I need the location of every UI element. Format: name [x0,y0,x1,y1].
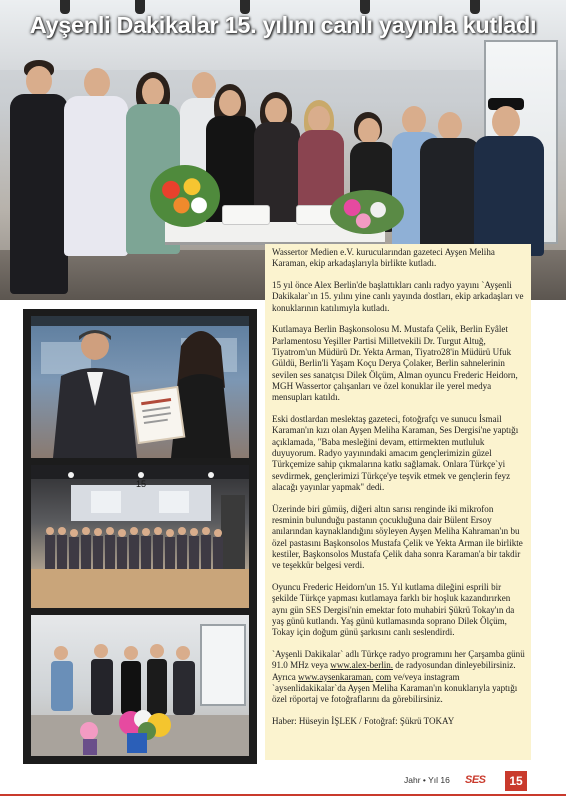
article-credit: Haber: Hüseyin İŞLEK / Fotoğraf: Şükrü TOKAY [272,715,455,726]
birthday-cake [222,205,270,225]
certificate-photo-scene [31,316,249,458]
flower-bouquet [330,190,404,234]
article-paragraph-links: `Ayşenli Dakikalar` adlı Türkçe radyo programını her Çarşamba günü 91.0 MHz veya www.alex-berlin. de radyosundan dinleyebilirsiniz. Ayrıca www.aysenkaraman. com ve/veya instagram `aysenlidakikalar`da Ayşen Meliha Karaman'ın konuklarıyla yaptığı özel röportaj ve fotoğraflarını da görebilirsiniz. [272,648,525,705]
photo-column [23,309,257,764]
page-number: 15 [505,771,527,791]
guests-photo-scene [31,615,249,756]
group-photo-scene [31,465,249,608]
article-paragraph: Kutlamaya Berlin Başkonsolosu M. Mustafa Çelik, Berlin Eyâlet Parlamentosu Yeşiller Partisi Milletvekili Dr. Turgut Altuğ, Tiyatrom'un Müdürü Dr. Yekta Arman, Tiyatro28'in Müdürü Ufuk Güldü, Berlin'li Yaşam Koçu Derya Çolaker, Berlin sahnelerinin sevilen ses sanatçısı Dilek Ölçüm, Alman oyuncu Frederic Heidorn, MGH Wassertor çalışanları ve özel konuklar ile yerel medya mensupları katıldı. [272,324,518,403]
headline: Ayşenli Dakikalar 15. yılını canlı yayınla kutladı [29,12,537,38]
article-paragraph: 15 yıl önce Alex Berlin'de başlattıkları canlı radyo yayını `Ayşenli Dakikalar`ın 15. yılını yine canlı yayında dostları, ekip arkadaşları ve konuklarının katılımıyla kutladı. [272,280,524,313]
article-paragraph: Wassertor Medien e.V. kurucularından gazeteci Ayşen Meliha Karaman, ekip arkadaşlarıyla birlikte kutladı. [272,247,495,269]
article-paragraph: Eski dostlardan meslektaş gazeteci, fotoğrafçı ve sunucu İsmail Karaman'ın kızı olan Ayşen Meliha Karaman, Ses Dergisi'ne yaptığı açıklamada, "Baba mesleğini devam, ettirmekten mutluluk duyuyorum. Radyo yayınındaki amacım gençlerimizin güzel Türkçemize sahip çıkmalarına katkı sağlamak. Onlara Türkçe`yi sevdirmek, gençlerimizi Türkçe'ye teşvik etmek ve gençlerin feyz alacağı yayınlar yapmak" dedi. [272,414,519,492]
personal-website-link-suffix[interactable]: com [375,671,392,682]
guests-photo [31,615,249,756]
personal-website-link[interactable]: www.aysenkaraman. [298,671,374,682]
issue-label: Jahr • Yıl 16 [404,775,450,785]
radio-website-link[interactable]: www.alex-berlin. [330,660,394,671]
magazine-logo: SES [465,774,486,786]
certificate-photo [31,316,249,458]
footer-rule [0,794,566,796]
article-paragraph: Üzerinde biri gümüş, diğeri altın sarısı renginde iki mikrofon resminin bulunduğu pastanın çocukluğuna dair Bülent Ersoy anılarından kaynaklandığını söyleyen Ayşen Meliha Kahraman'ın bu özel pastasını Başkonsolos Mustafa Çelik ve Yekta Arman ile birlikte kestiler, Başkonsolos Mustafa Çelik daha sonra Karaman'a bir takdir ve teşekkür belgesi verdi. [272,503,523,571]
group-photo [31,465,249,608]
article-body [272,247,527,738]
flower-bouquet [150,165,220,227]
cake-number-label: 15 [135,479,147,489]
article-paragraph: Oyuncu Frederic Heidorn'un 15. Yıl kutlama dileğini esprili bir şekilde Türkçe yapması kutlamaya farklı bir hoşluk kazandırırken aynı gün SES Dergisi'nin emektar foto muhabiri Şükrü Tokay'ın da yaş günü kutlandı. Yaş günü kutlamasında soprano Dilek Ölçüm, Tokay için doğum günü şarkısını canlı seslendirdi. [272,581,515,638]
